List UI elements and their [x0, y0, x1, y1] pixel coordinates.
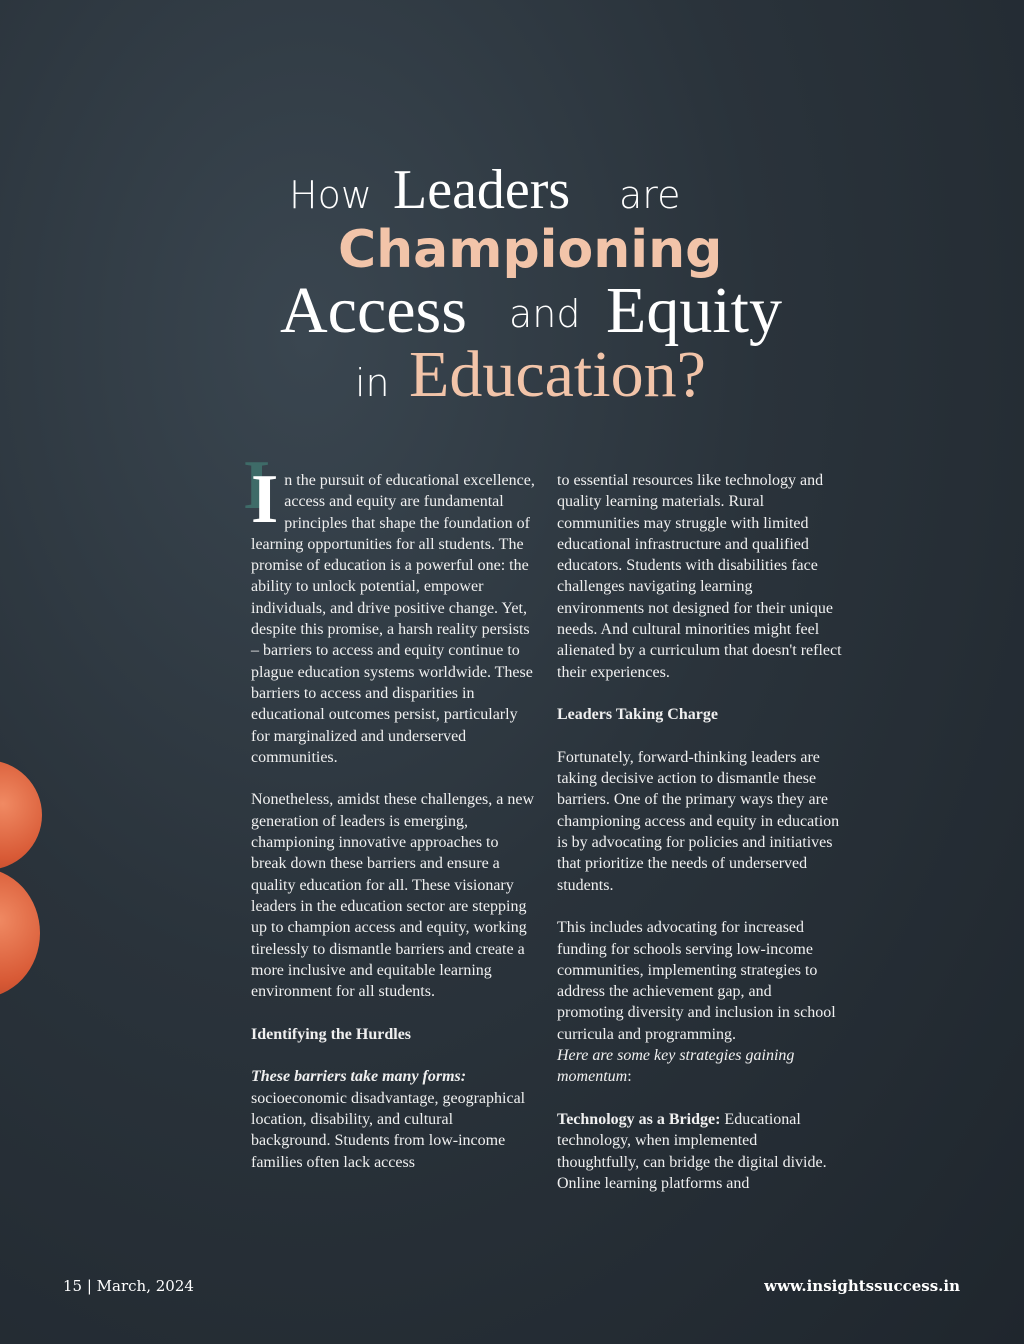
article-column-2	[557, 470, 842, 1194]
heading-text: Identifying the Hurdles	[251, 1025, 412, 1043]
title-word: in	[355, 361, 390, 405]
intro-paragraph	[251, 461, 536, 768]
title-word: are	[619, 173, 681, 217]
paragraph-text: socioeconomic disadvantage, geographical location, disability, and cultural background. Students from low-income families often lack access	[251, 1089, 526, 1171]
title-word: Equity	[606, 274, 782, 347]
paragraph	[557, 1109, 842, 1194]
italic-text: Here are some key strategies gaining momentum	[557, 1047, 795, 1086]
paragraph	[251, 1066, 536, 1172]
section-heading	[251, 1024, 536, 1045]
title-word: How	[289, 173, 372, 217]
article-title	[0, 0, 1024, 420]
paragraph: Nonetheless, amidst these challenges, a new generation of leaders is emerging, championing innovative approaches to break down these barriers and ensure a quality education for all. These visionary leaders in the education sector are stepping up to champion access and equity, working tirelessly to dismantle barriers and create a more inclusive and equitable learning environment for all students.	[251, 791, 535, 1001]
heading-text: Leaders Taking Charge	[557, 706, 718, 724]
paragraph-text: Educational technology, when implemented thoughtfully, can bridge the digital divide. Online learning platforms and	[557, 1110, 827, 1192]
decorative-blob	[0, 760, 42, 870]
paragraph	[557, 1045, 842, 1088]
decorative-blob	[0, 868, 40, 998]
title-word: Championing	[338, 220, 723, 280]
section-heading	[557, 704, 842, 725]
page-number-date: 15 | March, 2024	[63, 1277, 194, 1295]
lead-text: These barriers take many forms:	[251, 1068, 467, 1086]
punctuation: :	[627, 1068, 632, 1086]
title-word: Access	[280, 274, 467, 347]
title-word: and	[509, 292, 581, 336]
paragraph: to essential resources like technology and quality learning materials. Rural communities may struggle with limited educational infrastructure and qualified educators. Students with disabilities face challenges navigating learning environments not designed for their unique needs. And cultural minorities might feel alienated by a curriculum that doesn't reflect their experiences.	[557, 472, 842, 681]
article-column-1	[251, 461, 536, 1173]
title-word: Leaders	[393, 159, 571, 221]
website-link[interactable]: www.insightssuccess.in	[764, 1277, 960, 1295]
title-word: Education?	[409, 338, 706, 411]
paragraph: This includes advocating for increased funding for schools serving low-income communities, implementing strategies to address the achievement gap, and promoting diversity and inclusion in school curricula and programming.	[557, 919, 836, 1043]
paragraph-text: n the pursuit of educational excellence, access and equity are fundamental principles that shape the foundation of learning opportunities for all students. The promise of education is a powerful one: the ability to unlock potential, empower individuals, and drive positive change. Yet, despite this promise, a harsh reality persists – barriers to access and equity continue to plague education systems worldwide. These barriers to access and disparities in educational outcomes persist, particularly for marginalized and underserved communities.	[251, 472, 535, 766]
lead-text: Technology as a Bridge:	[557, 1110, 721, 1128]
paragraph: Fortunately, forward-thinking leaders are taking decisive action to dismantle these barriers. One of the primary ways they are championing access and equity in education is by advocating for policies and initiatives that prioritize the needs of underserved students.	[557, 748, 840, 894]
drop-cap: I	[251, 461, 279, 538]
